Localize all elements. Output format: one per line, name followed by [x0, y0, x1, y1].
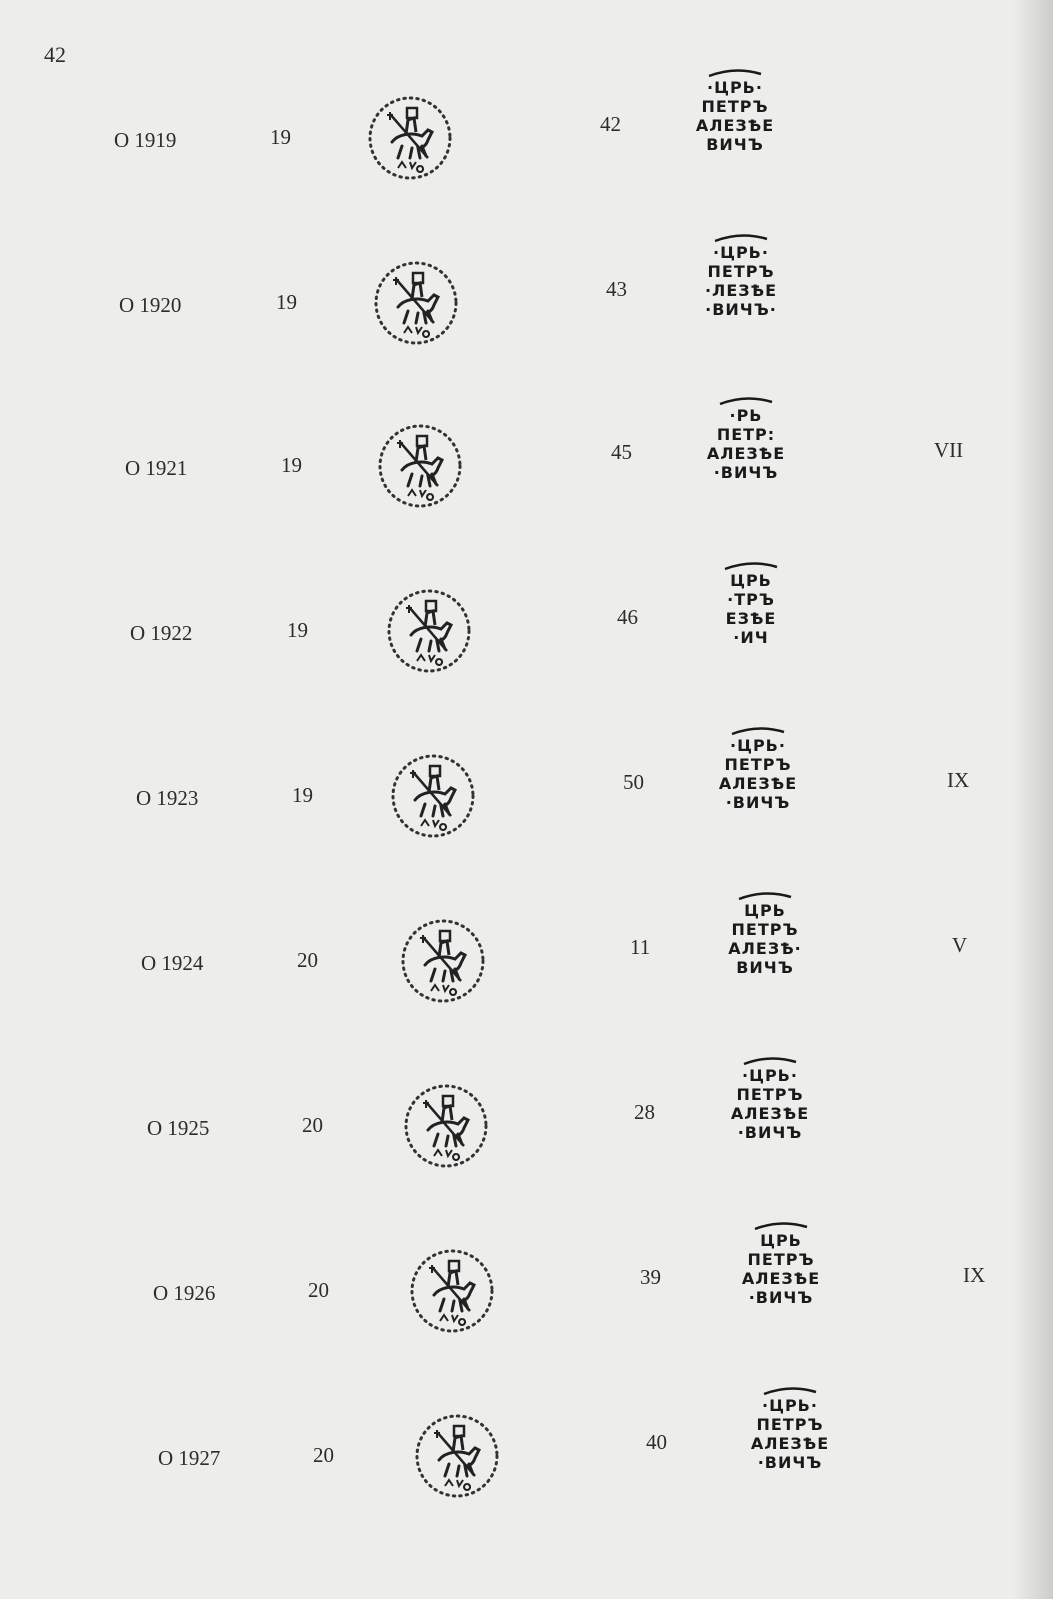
legend-line: ВИЧЪ — [706, 135, 764, 154]
titlo-mark — [700, 891, 830, 901]
coin-row — [0, 78, 1053, 240]
legend-line: АЛЕЗѢ· — [728, 939, 802, 958]
titlo-mark — [705, 1056, 835, 1066]
weight-value: 28 — [634, 1100, 655, 1124]
coin-row — [0, 406, 1053, 568]
die-number: 19 — [270, 125, 291, 149]
catalog-number: O 1919 — [114, 128, 177, 152]
catalog-number: O 1921 — [125, 456, 188, 480]
legend-line: ·ЦРЬ· — [762, 1396, 818, 1415]
legend-line: ·ЦРЬ· — [742, 1066, 798, 1085]
weight-value: 40 — [646, 1430, 667, 1454]
die-number: 20 — [297, 948, 318, 972]
die-number: 19 — [276, 290, 297, 314]
catalog-number: O 1925 — [147, 1116, 210, 1140]
reverse-legend — [670, 68, 800, 154]
legend-line: ПЕТРЪ — [707, 262, 775, 281]
titlo-mark — [681, 396, 811, 406]
coin-row — [0, 571, 1053, 733]
legend-line: ·РЬ — [729, 406, 763, 425]
legend-line: АЛЕЗѢЕ — [706, 444, 786, 463]
roman-numeral: IX — [947, 768, 970, 792]
legend-line: ПЕТРЪ — [756, 1415, 824, 1434]
weight-value: 50 — [623, 770, 644, 794]
rider-with-spear-icon — [362, 90, 458, 186]
die-number: 20 — [302, 1113, 323, 1137]
coin-row — [0, 901, 1053, 1063]
reverse-legend — [676, 233, 806, 319]
coin-row — [0, 736, 1053, 898]
legend-line: ПЕТР: — [716, 425, 776, 444]
roman-numeral: V — [952, 933, 968, 957]
weight-value: 11 — [630, 935, 651, 959]
legend-line: АЛЕЗѢЕ — [730, 1104, 810, 1123]
legend-line: ·ЦРЬ· — [707, 78, 763, 97]
legend-line: ·ВИЧЪ — [757, 1453, 823, 1472]
page-number: 42 — [44, 42, 66, 67]
legend-line: ПЕТРЪ — [736, 1085, 804, 1104]
rider-with-spear-icon — [385, 748, 481, 844]
legend-line: ·ВИЧЪ — [748, 1288, 814, 1307]
weight-value: 46 — [617, 605, 638, 629]
legend-line: ПЕТРЪ — [701, 97, 769, 116]
die-number: 19 — [287, 618, 308, 642]
legend-line: АЛЕЗѢЕ — [741, 1269, 821, 1288]
catalog-number: O 1926 — [153, 1281, 216, 1305]
weight-value: 45 — [611, 440, 632, 464]
legend-line: АЛЕЗѢЕ — [695, 116, 775, 135]
reverse-legend — [681, 396, 811, 482]
coin-row — [0, 1231, 1053, 1393]
roman-numeral: IX — [963, 1263, 986, 1287]
reverse-legend — [686, 561, 816, 647]
coin-row — [0, 243, 1053, 405]
titlo-mark — [725, 1386, 855, 1396]
legend-line: ЦРЬ — [730, 571, 772, 590]
catalog-number: O 1922 — [130, 621, 193, 645]
reverse-legend — [705, 1056, 835, 1142]
die-number: 19 — [281, 453, 302, 477]
coin-row — [0, 1066, 1053, 1228]
rider-with-spear-icon — [368, 255, 464, 351]
catalog-number: O 1920 — [119, 293, 182, 317]
titlo-mark — [686, 561, 816, 571]
legend-line: ·ЦРЬ· — [713, 243, 769, 262]
rider-with-spear-icon — [372, 418, 468, 514]
reverse-legend — [700, 891, 830, 977]
legend-line: ЦРЬ — [760, 1231, 802, 1250]
legend-line: ·ИЧ — [733, 628, 769, 647]
legend-line: ПЕТРЪ — [747, 1250, 815, 1269]
rider-with-spear-icon — [398, 1078, 494, 1174]
titlo-mark — [716, 1221, 846, 1231]
legend-line: ЦРЬ — [744, 901, 786, 920]
legend-line: АЛЕЗѢЕ — [718, 774, 798, 793]
rider-with-spear-icon — [409, 1408, 505, 1504]
catalog-number: O 1923 — [136, 786, 199, 810]
legend-line: ·ТРЪ — [727, 590, 775, 609]
legend-line: ·ВИЧЪ — [725, 793, 791, 812]
rider-with-spear-icon — [381, 583, 477, 679]
titlo-mark — [693, 726, 823, 736]
legend-line: ВИЧЪ — [736, 958, 794, 977]
coin-row — [0, 1396, 1053, 1558]
legend-line: ПЕТРЪ — [731, 920, 799, 939]
die-number: 20 — [308, 1278, 329, 1302]
roman-numeral: VII — [934, 438, 964, 462]
legend-line: ·ВИЧЪ — [713, 463, 779, 482]
legend-line: ЕЗѢЕ — [725, 609, 777, 628]
weight-value: 39 — [640, 1265, 661, 1289]
titlo-mark — [676, 233, 806, 243]
catalog-number: O 1924 — [141, 951, 204, 975]
legend-line: ·ЛЕЗѢЕ — [704, 281, 778, 300]
reverse-legend — [693, 726, 823, 812]
die-number: 20 — [313, 1443, 334, 1467]
legend-line: АЛЕЗѢЕ — [750, 1434, 830, 1453]
legend-line: ·ВИЧЪ — [737, 1123, 803, 1142]
titlo-mark — [670, 68, 800, 78]
weight-value: 42 — [600, 112, 621, 136]
rider-with-spear-icon — [404, 1243, 500, 1339]
legend-line: ·ЦРЬ· — [730, 736, 786, 755]
rider-with-spear-icon — [395, 913, 491, 1009]
reverse-legend — [716, 1221, 846, 1307]
reverse-legend — [725, 1386, 855, 1472]
legend-line: ·ВИЧЪ· — [705, 300, 777, 319]
die-number: 19 — [292, 783, 313, 807]
legend-line: ПЕТРЪ — [724, 755, 792, 774]
weight-value: 43 — [606, 277, 627, 301]
catalog-number: O 1927 — [158, 1446, 221, 1470]
